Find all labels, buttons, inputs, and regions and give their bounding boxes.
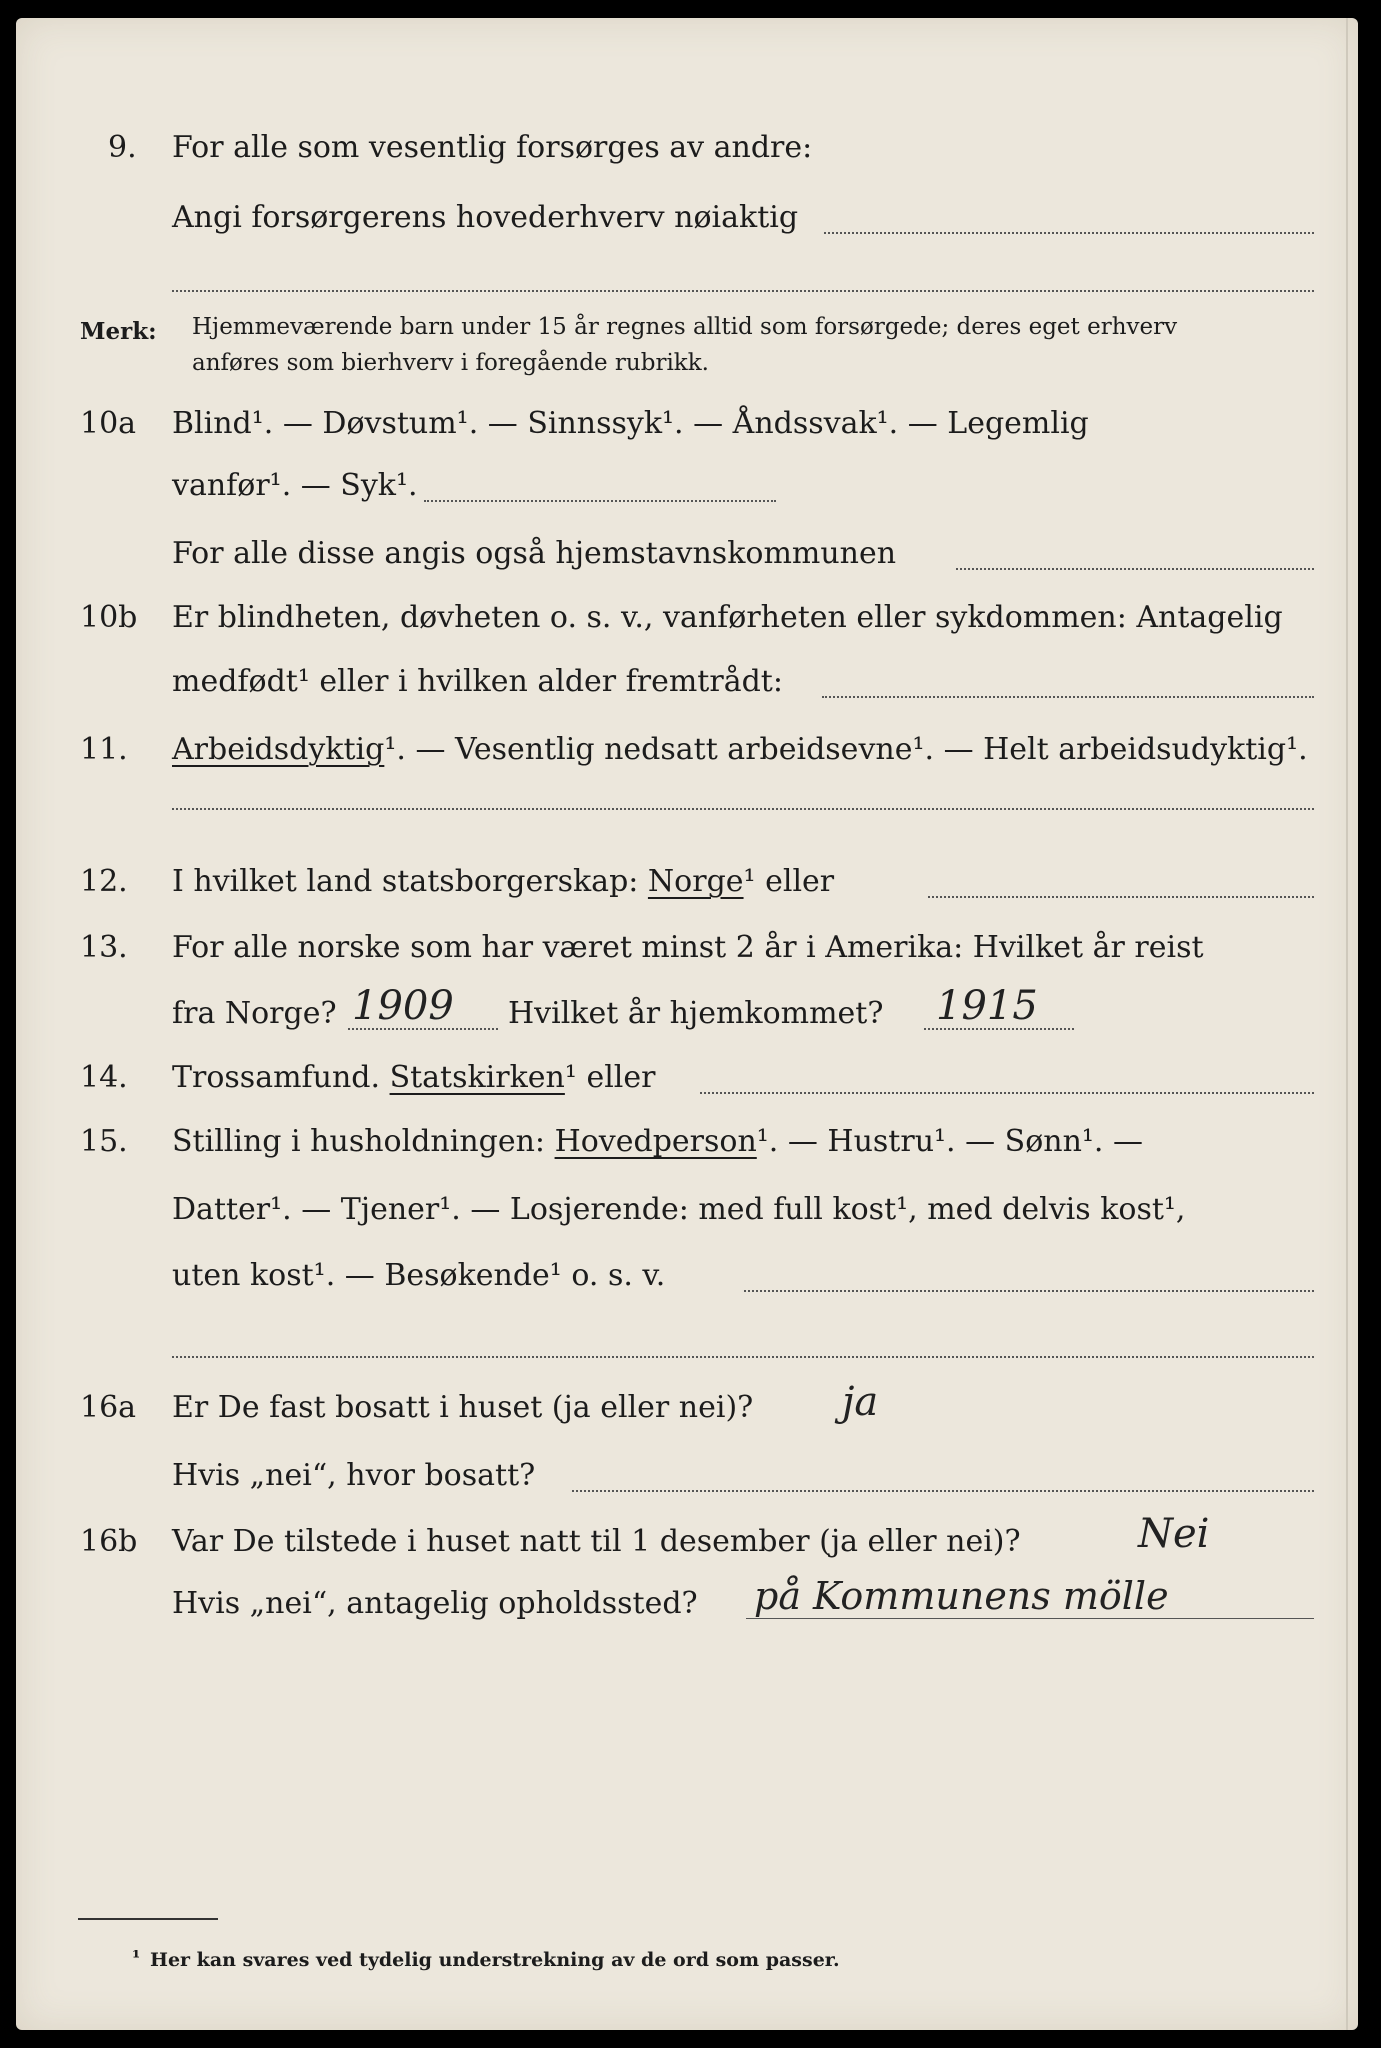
q12-line1 bbox=[172, 864, 834, 900]
footnote-rule bbox=[78, 1918, 218, 1920]
q10a-kommune-line[interactable] bbox=[956, 568, 1314, 570]
q10a-line2: vanfør¹. — Syk¹. bbox=[172, 468, 418, 503]
q13-reist-line bbox=[348, 1028, 498, 1030]
q15-option-hovedperson[interactable]: Hovedperson bbox=[554, 1124, 757, 1159]
q14-answer-line[interactable] bbox=[700, 1092, 1314, 1094]
q10a-number: 10a bbox=[80, 406, 137, 441]
q10a-line1: Blind¹. — Døvstum¹. — Sinnssyk¹. — Åndssvak¹. — Legemlig bbox=[172, 406, 1089, 441]
q11-line1 bbox=[172, 732, 1308, 768]
q15-rest1: ¹. — Hustru¹. — Sønn¹. — bbox=[756, 1124, 1144, 1159]
q15-line1 bbox=[172, 1124, 1143, 1160]
q12-number: 12. bbox=[80, 864, 128, 899]
q15-number: 15. bbox=[80, 1124, 128, 1159]
q14-question: Trossamfund. bbox=[172, 1060, 390, 1095]
q10a-line3: For alle disse angis også hjemstavnskommunen bbox=[172, 536, 897, 571]
q16b-line2: Hvis „nei“, antagelig opholdssted? bbox=[172, 1586, 698, 1621]
q16a-answer[interactable]: ja bbox=[842, 1379, 879, 1425]
q9-line1: For alle som vesentlig forsørges av andre: bbox=[172, 130, 813, 165]
q9-answer-line[interactable] bbox=[824, 232, 1314, 234]
q10b-number: 10b bbox=[80, 600, 138, 635]
q11-rest: ¹. — Vesentlig nedsatt arbeidsevne¹. — Helt arbeidsudyktig¹. bbox=[384, 732, 1308, 767]
q16a-answer-line[interactable] bbox=[572, 1490, 1314, 1492]
q15-answer-line[interactable] bbox=[744, 1290, 1314, 1292]
q13-line1: For alle norske som har været minst 2 år i Amerika: Hvilket år reist bbox=[172, 930, 1204, 965]
q9-line2: Angi forsørgerens hovederhverv nøiaktig bbox=[172, 200, 799, 235]
q14-line1 bbox=[172, 1060, 655, 1096]
merk-line1: Hjemmeværende barn under 15 år regnes alltid som forsørgede; deres eget erhverv bbox=[192, 314, 1178, 340]
q9-number: 9. bbox=[108, 130, 137, 165]
merk-line2: anføres som bierhverv i foregående rubrikk. bbox=[192, 350, 709, 376]
q15-question: Stilling i husholdningen: bbox=[172, 1124, 555, 1159]
q13-hjemkommet-answer[interactable]: 1915 bbox=[936, 983, 1038, 1029]
footnote-text: Her kan svares ved tydelig understrekning av de ord som passer. bbox=[150, 1949, 840, 1971]
q11-number: 11. bbox=[80, 732, 128, 767]
q13-line2b: Hvilket år hjemkommet? bbox=[508, 996, 884, 1031]
q12-eller: ¹ eller bbox=[743, 864, 835, 899]
q13-reist-answer[interactable]: 1909 bbox=[352, 983, 454, 1029]
q16a-line2: Hvis „nei“, hvor bosatt? bbox=[172, 1458, 536, 1493]
q15-line3: uten kost¹. — Besøkende¹ o. s. v. bbox=[172, 1258, 666, 1293]
q16b-answer[interactable]: Nei bbox=[1138, 1511, 1210, 1557]
q14-option-statskirken[interactable]: Statskirken bbox=[389, 1060, 565, 1095]
q11-answer-line[interactable] bbox=[172, 808, 1314, 810]
q10b-line1: Er blindheten, døvheten o. s. v., vanførheten eller sykdommen: Antagelig bbox=[172, 600, 1283, 635]
q15-line2: Datter¹. — Tjener¹. — Losjerende: med full kost¹, med delvis kost¹, bbox=[172, 1192, 1186, 1227]
q13-hjemkommet-line bbox=[924, 1028, 1074, 1030]
footnote-marker: ¹ bbox=[132, 1947, 141, 1969]
q14-number: 14. bbox=[80, 1060, 128, 1095]
merk-label: Merk: bbox=[80, 318, 157, 345]
q16b-number: 16b bbox=[80, 1524, 138, 1559]
page-edge-line bbox=[1346, 18, 1348, 2030]
q11-option-arbeidsdyktig[interactable]: Arbeidsdyktig bbox=[172, 732, 385, 767]
q16a-number: 16a bbox=[80, 1390, 137, 1425]
census-form-page bbox=[16, 18, 1358, 2030]
q15-answer-line-2[interactable] bbox=[172, 1356, 1314, 1358]
q14-eller: ¹ eller bbox=[564, 1060, 656, 1095]
q16b-line1: Var De tilstede i huset natt til 1 desember (ja eller nei)? bbox=[172, 1524, 1021, 1559]
q9-answer-line-2[interactable] bbox=[172, 290, 1314, 292]
q12-question: I hvilket land statsborgerskap: bbox=[172, 864, 648, 899]
q12-option-norge[interactable]: Norge bbox=[647, 864, 744, 899]
q16b-opphold-answer[interactable]: på Kommunens mölle bbox=[754, 1574, 1169, 1618]
q10b-line2: medfødt¹ eller i hvilken alder fremtrådt: bbox=[172, 664, 783, 699]
q10b-answer-line[interactable] bbox=[822, 696, 1314, 698]
q10a-syk-line[interactable] bbox=[424, 500, 776, 502]
q13-number: 13. bbox=[80, 930, 128, 965]
q16b-answer-line bbox=[746, 1618, 1314, 1619]
q13-line2a: fra Norge? bbox=[172, 996, 337, 1031]
q12-answer-line[interactable] bbox=[928, 896, 1314, 898]
q16a-line1: Er De fast bosatt i huset (ja eller nei)? bbox=[172, 1390, 754, 1425]
